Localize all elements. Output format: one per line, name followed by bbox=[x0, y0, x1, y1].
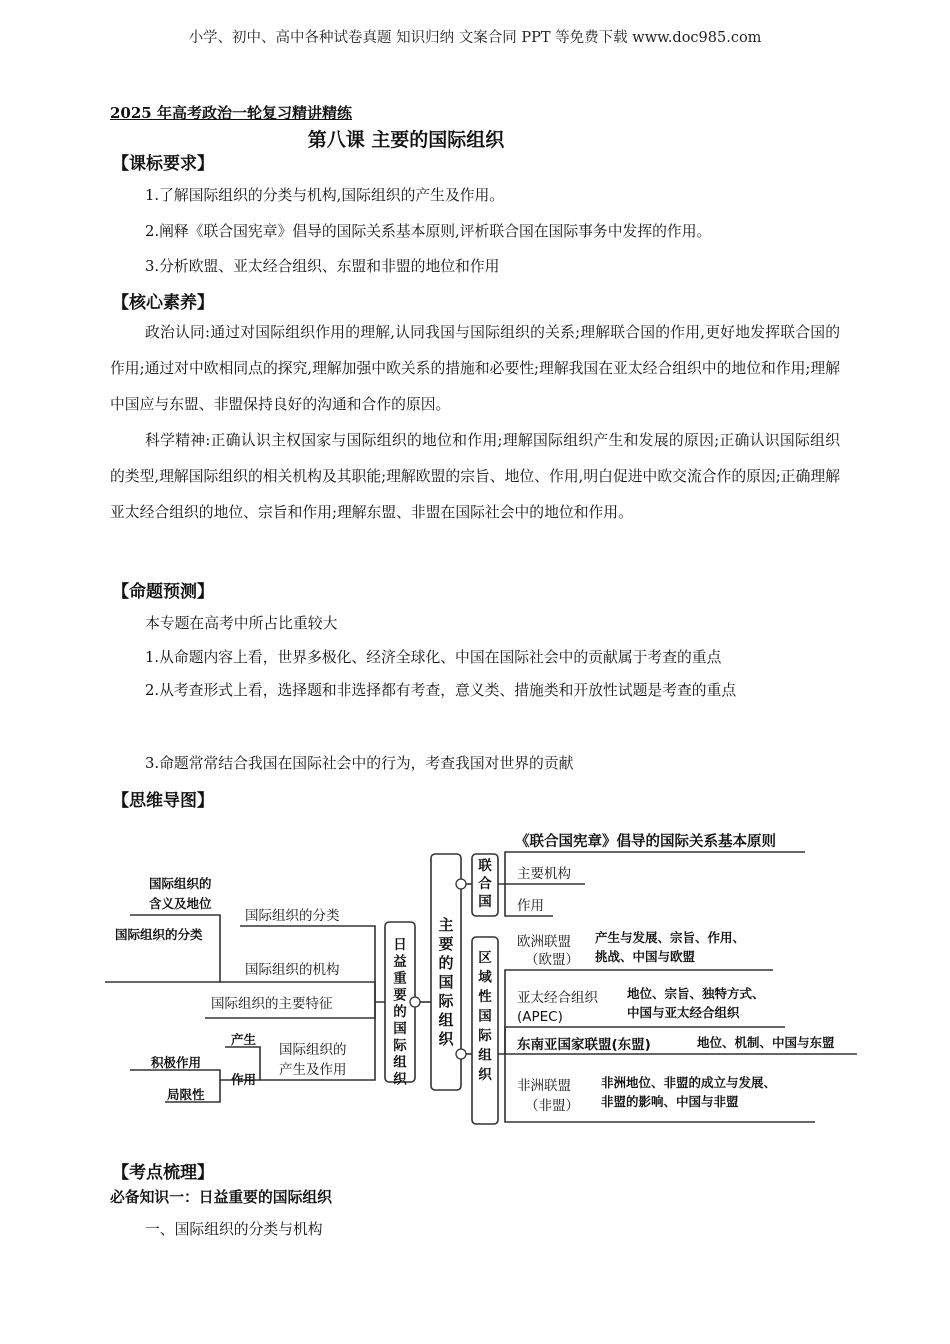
section-heading-forecast: 【命题预测】 bbox=[112, 582, 214, 602]
section-heading-curriculum: 【课标要求】 bbox=[112, 154, 214, 174]
region-au-detail-2: 非盟的影响、中国与非盟 bbox=[601, 1094, 739, 1109]
left-item-positive: 积极作用 bbox=[151, 1055, 202, 1070]
mind-map bbox=[105, 822, 875, 1132]
section-heading-literacy: 【核心素养】 bbox=[112, 293, 214, 313]
review-subheading: 必备知识一：日益重要的国际组织 bbox=[110, 1189, 332, 1206]
section-heading-review: 【考点梳理】 bbox=[112, 1163, 214, 1183]
left-item-meaning-2: 含义及地位 bbox=[149, 896, 212, 911]
un-item-organs: 主要机构 bbox=[517, 866, 571, 882]
lesson-title: 第八课 主要的国际组织 bbox=[307, 129, 505, 151]
forecast-intro: 本专题在高考中所占比重较大 bbox=[145, 615, 338, 632]
left-item-meaning-1: 国际组织的 bbox=[149, 876, 212, 891]
left-item-limits: 局限性 bbox=[167, 1087, 205, 1102]
left-item-organs: 国际组织的机构 bbox=[245, 962, 340, 978]
region-au-name-2: （非盟） bbox=[525, 1098, 579, 1114]
forecast-item-2: 2.从考查形式上看，选择题和非选择都有考查，意义类、措施类和开放性试题是考查的重点 bbox=[145, 682, 737, 699]
un-item-charter: 《联合国宪章》倡导的国际关系基本原则 bbox=[515, 834, 776, 850]
region-asean-detail: 地位、机制、中国与东盟 bbox=[697, 1035, 835, 1050]
page-header: 小学、初中、高中各种试卷真题 知识归纳 文案合同 PPT 等免费下载 www.doc985.com bbox=[188, 30, 762, 46]
region-apec-name-1: 亚太经合组织 bbox=[517, 990, 598, 1006]
region-au-detail-1: 非洲地位、非盟的成立与发展、 bbox=[601, 1075, 777, 1090]
region-apec-detail-1: 地位、宗旨、独特方式、 bbox=[627, 986, 765, 1001]
region-eu-detail-1: 产生与发展、宗旨、作用、 bbox=[595, 930, 746, 945]
region-eu-detail-2: 挑战、中国与欧盟 bbox=[595, 949, 696, 964]
region-eu-name-2: （欧盟） bbox=[525, 952, 579, 968]
curriculum-item-3: 3.分析欧盟、亚太经合组织、东盟和非盟的地位和作用 bbox=[145, 258, 500, 275]
document-title: 2025 年高考政治一轮复习精讲精练 bbox=[110, 104, 352, 122]
left-item-classification: 国际组织的分类 bbox=[245, 908, 340, 924]
center-label: 主要的国际组织 bbox=[438, 916, 454, 1048]
review-item-1: 一、国际组织的分类与机构 bbox=[145, 1221, 323, 1238]
left-item-origin-role-2: 产生及作用 bbox=[279, 1062, 347, 1078]
curriculum-item-2: 2.阐释《联合国宪章》倡导的国际关系基本原则,评析联合国在国际事务中发挥的作用。 bbox=[145, 223, 712, 240]
left-item-origin: 产生 bbox=[231, 1032, 257, 1047]
literacy-paragraph-science: 科学精神:正确认识主权国家与国际组织的地位和作用;理解国际组织产生和发展的原因;正确认识国际组织的类型,理解国际组织的相关机构及其职能;理解欧盟的宗旨、地位、作用,明白促进中欧交流合作的原因;正确理解亚太经合组织的地位、宗旨和作用;理解东盟、非盟在国际社会中的地位和作用。 bbox=[110, 432, 840, 521]
region-asean-name: 东南亚国家联盟(东盟) bbox=[517, 1037, 651, 1053]
section-heading-mindmap: 【思维导图】 bbox=[112, 791, 214, 811]
un-item-role: 作用 bbox=[517, 898, 544, 914]
curriculum-item-1: 1.了解国际组织的分类与机构,国际组织的产生及作用。 bbox=[145, 187, 505, 204]
un-label: 联合国 bbox=[478, 858, 492, 910]
left-item-role: 作用 bbox=[231, 1072, 257, 1087]
region-au-name-1: 非洲联盟 bbox=[517, 1078, 571, 1094]
left-item-features: 国际组织的主要特征 bbox=[211, 996, 333, 1012]
left-hub-label: 日益重要的国际组织 bbox=[393, 937, 407, 1088]
region-apec-detail-2: 中国与亚太经合组织 bbox=[627, 1005, 740, 1020]
left-item-class-sub: 国际组织的分类 bbox=[115, 927, 203, 942]
left-item-origin-role-1: 国际组织的 bbox=[279, 1042, 347, 1058]
literacy-paragraph-political: 政治认同:通过对国际组织作用的理解,认同我国与国际组织的关系;理解联合国的作用,更好地发挥联合国的作用;通过对中欧相同点的探究,理解加强中欧关系的措施和必要性;理解我国在亚太经合组织中的地位和作用;理解中国应与东盟、非盟保持良好的沟通和合作的原因。 bbox=[110, 324, 840, 413]
forecast-item-3: 3.命题常常结合我国在国际社会中的行为，考查我国对世界的贡献 bbox=[145, 755, 574, 772]
region-eu-name-1: 欧洲联盟 bbox=[517, 934, 571, 950]
forecast-item-1: 1.从命题内容上看，世界多极化、经济全球化、中国在国际社会中的贡献属于考查的重点 bbox=[145, 649, 722, 666]
regional-label: 区域性国际组织 bbox=[478, 950, 492, 1083]
region-apec-name-2: (APEC) bbox=[517, 1009, 563, 1025]
